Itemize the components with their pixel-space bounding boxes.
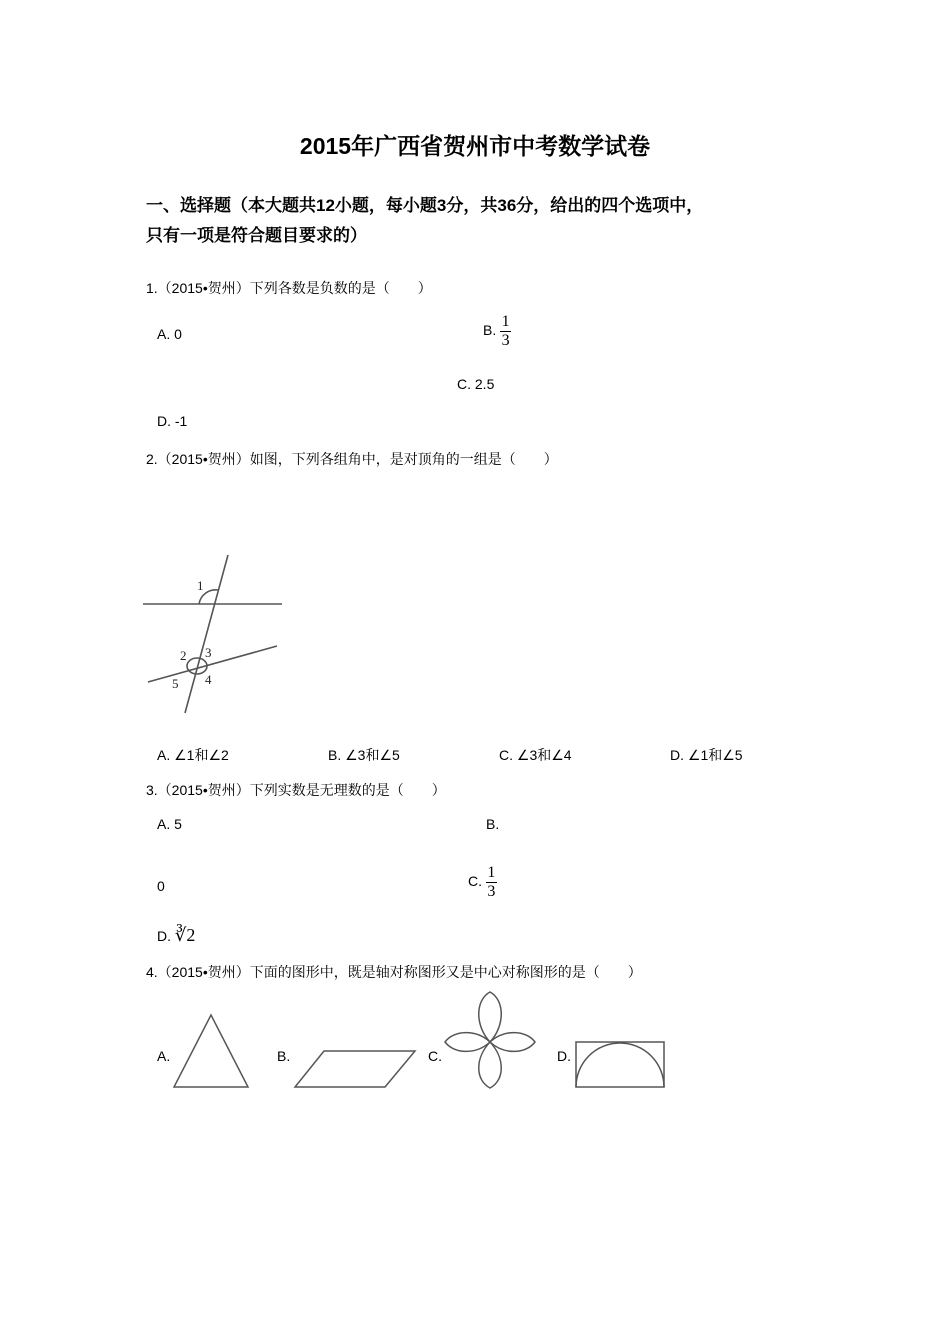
figure-label-3: 3 — [205, 645, 212, 660]
question-2-figure — [140, 550, 290, 720]
triangle-figure — [172, 1012, 252, 1090]
question-2-option-d[interactable]: D. ∠1和∠5 — [670, 747, 743, 763]
figure-slanted-line — [148, 646, 277, 682]
question-1-option-d[interactable]: D. -1 — [157, 413, 188, 429]
section-heading-line2: 只有一项是符合题目要求的） — [146, 226, 367, 245]
question-3-option-c-label: C. — [468, 873, 482, 890]
question-1-option-a[interactable]: A. 0 — [157, 326, 182, 342]
section-heading — [146, 191, 703, 251]
question-3-option-d-label: D. — [157, 928, 171, 944]
question-2-option-c[interactable]: C. ∠3和∠4 — [499, 747, 572, 763]
question-4-option-b[interactable]: B. — [277, 1048, 291, 1064]
question-3-option-c[interactable] — [468, 864, 497, 901]
fraction-denominator: 3 — [487, 883, 496, 900]
question-1-option-c[interactable]: C. 2.5 — [457, 376, 495, 392]
question-3-option-b-value: 0 — [157, 878, 165, 894]
question-1-option-b-fraction — [500, 313, 511, 350]
question-4-option-d[interactable]: D. — [557, 1048, 571, 1064]
question-3-option-d-radical: ∛2 — [174, 925, 196, 945]
figure-label-4: 4 — [205, 672, 212, 687]
question-2-stem: 2.（2015•贺州）如图，下列各组角中，是对顶角的一组是（ ） — [146, 451, 558, 467]
question-2-option-a[interactable]: A. ∠1和∠2 — [157, 747, 229, 763]
figure-label-2: 2 — [180, 648, 187, 663]
question-2-option-b[interactable]: B. ∠3和∠5 — [328, 747, 400, 763]
question-3-stem: 3.（2015•贺州）下列实数是无理数的是（ ） — [146, 782, 446, 798]
question-3-option-b[interactable]: B. — [486, 816, 500, 832]
question-3-option-c-fraction — [486, 864, 497, 901]
question-1-stem: 1.（2015•贺州）下列各数是负数的是（ ） — [146, 280, 432, 296]
question-4-stem: 4.（2015•贺州）下面的图形中，既是轴对称图形又是中心对称图形的是（ ） — [146, 964, 642, 980]
question-1-option-b[interactable] — [483, 313, 511, 350]
figure-label-5: 5 — [172, 676, 179, 691]
fraction-numerator: 1 — [487, 864, 496, 881]
question-1-option-b-label: B. — [483, 322, 497, 339]
question-4-option-a[interactable]: A. — [157, 1048, 171, 1064]
question-3-option-a[interactable]: A. 5 — [157, 816, 182, 832]
page-title: 2015年广西省贺州市中考数学试卷 — [299, 133, 651, 159]
figure-label-1: 1 — [197, 578, 204, 593]
question-3-option-d[interactable] — [157, 925, 195, 946]
section-heading-line1: 一、选择题（本大题共12小题，每小题3分，共36分，给出的四个选项中， — [146, 196, 704, 215]
fraction-denominator: 3 — [501, 332, 510, 349]
four-petal-figure — [442, 990, 538, 1090]
parallelogram-figure — [292, 1048, 418, 1090]
figure-transversal-line — [185, 555, 228, 713]
question-4-option-c[interactable]: C. — [428, 1048, 442, 1064]
fraction-numerator: 1 — [501, 313, 510, 330]
rectangle-semicircle-figure — [574, 1040, 667, 1090]
